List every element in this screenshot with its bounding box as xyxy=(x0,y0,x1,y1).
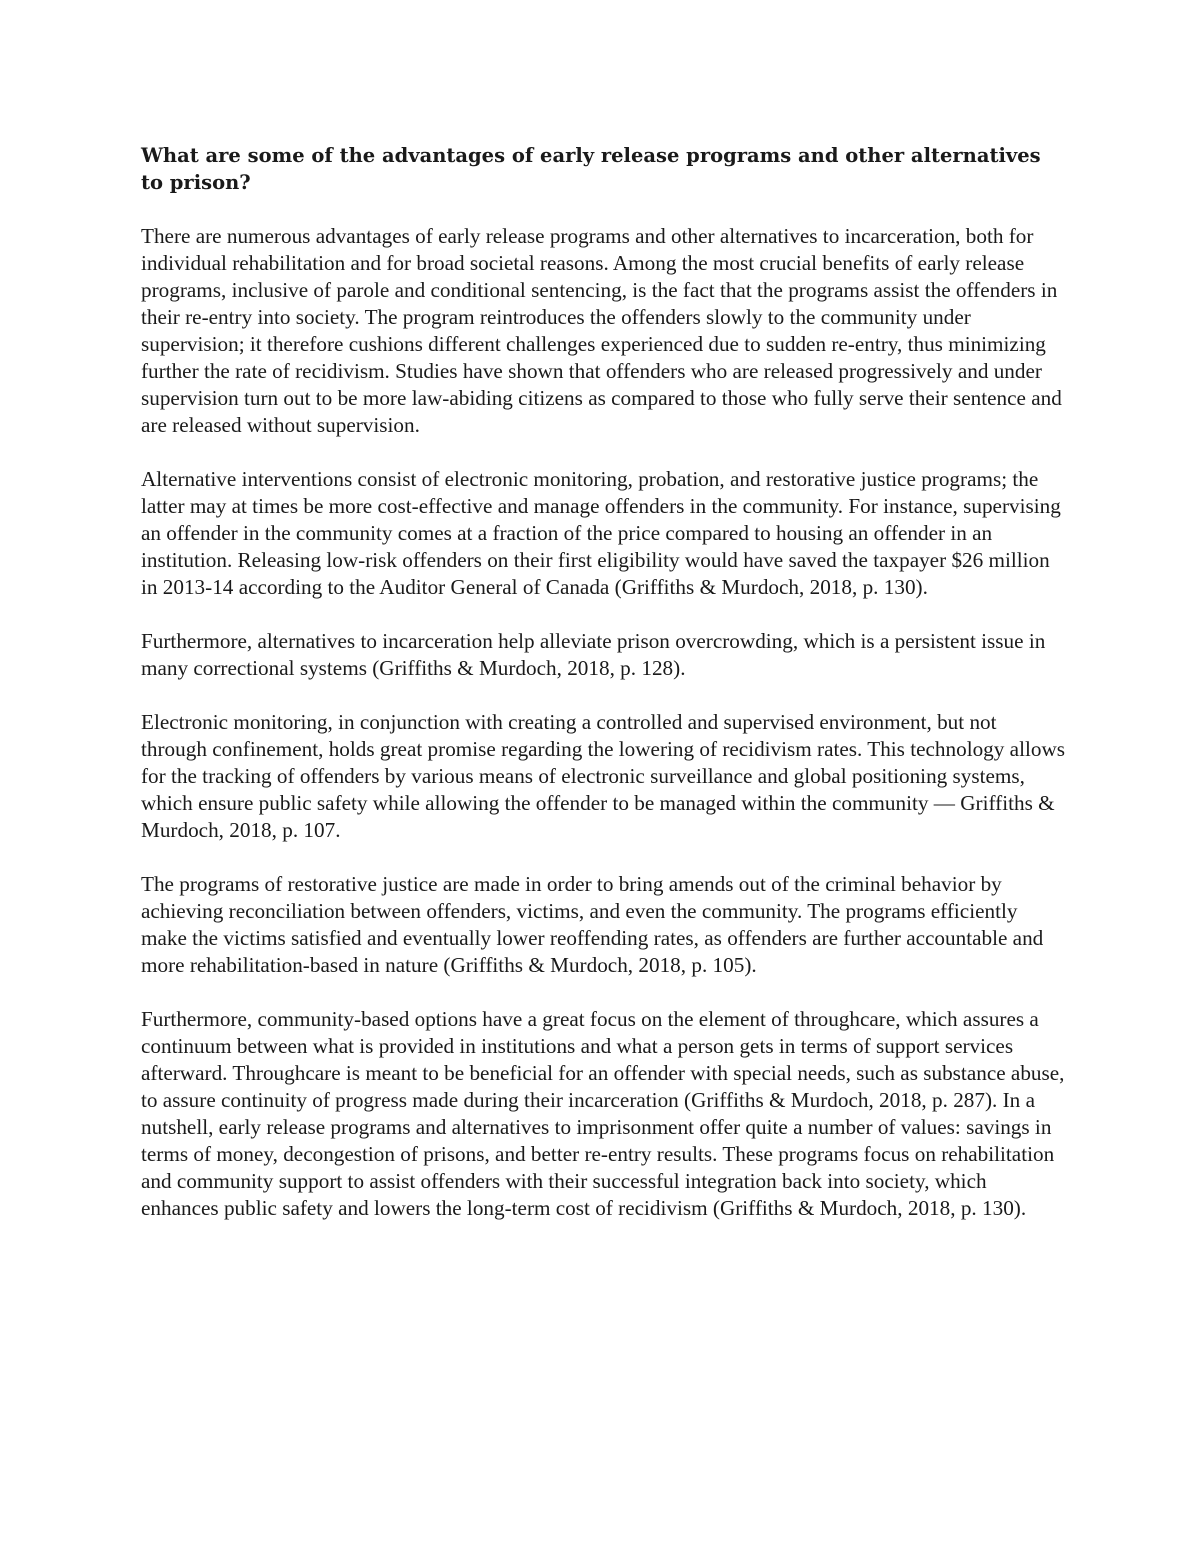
paragraph-1: There are numerous advantages of early release programs and other alternatives to incarceration, both for individual rehabilitation and for broad societal reasons. Among the most crucial benefits of early release programs, inclusive of parole and conditional sentencing, is the fact that the programs assist the offenders in their re-entry into society. The program reintroduces the offenders slowly to the community under supervision; it therefore cushions different challenges experienced due to sudden re-entry, thus minimizing further the rate of recidivism. Studies have shown that offenders who are released progressively and under supervision turn out to be more law-abiding citizens as compared to those who fully serve their sentence and are released without supervision. xyxy=(141,224,1062,437)
paragraph-3: Furthermore, alternatives to incarceration help alleviate prison overcrowding, which is a persistent issue in many correctional systems (Griffiths & Murdoch, 2018, p. 128). xyxy=(141,629,1046,680)
paragraph-4: Electronic monitoring, in conjunction with creating a controlled and supervised environment, but not through confinement, holds great promise regarding the lowering of recidivism rates. This technology allows for the tracking of offenders by various means of electronic surveillance and global positioning systems, which ensure public safety while allowing the offender to be managed within the community — Griffiths & Murdoch, 2018, p. 107. xyxy=(141,710,1065,842)
paragraph-2: Alternative interventions consist of electronic monitoring, probation, and restorative justice programs; the latter may at times be more cost-effective and manage offenders in the community. For instance, supervising an offender in the community comes at a fraction of the price compared to housing an offender in an institution. Releasing low-risk offenders on their first eligibility would have saved the taxpayer $26 million in 2013-14 according to the Auditor General of Canada (Griffiths & Murdoch, 2018, p. 130). xyxy=(141,467,1061,599)
document-heading: What are some of the advantages of early release programs and other alternatives to prison? xyxy=(141,144,1041,194)
paragraph-6: Furthermore, community-based options have a great focus on the element of throughcare, which assures a continuum between what is provided in institutions and what a person gets in terms of support services afterward. Throughcare is meant to be beneficial for an offender with special needs, such as substance abuse, to assure continuity of progress made during their incarceration (Griffiths & Murdoch, 2018, p. 287). In a nutshell, early release programs and alternatives to imprisonment offer quite a number of values: savings in terms of money, decongestion of prisons, and better re-entry results. These programs focus on rehabilitation and community support to assist offenders with their successful integration back into society, which enhances public safety and lowers the long-term cost of recidivism (Griffiths & Murdoch, 2018, p. 130). xyxy=(141,1007,1065,1220)
document-body xyxy=(141,142,1066,1249)
paragraph-5: The programs of restorative justice are made in order to bring amends out of the criminal behavior by achieving reconciliation between offenders, victims, and even the community. The programs efficiently make the victims satisfied and eventually lower reoffending rates, as offenders are further accountable and more rehabilitation-based in nature (Griffiths & Murdoch, 2018, p. 105). xyxy=(141,872,1044,977)
